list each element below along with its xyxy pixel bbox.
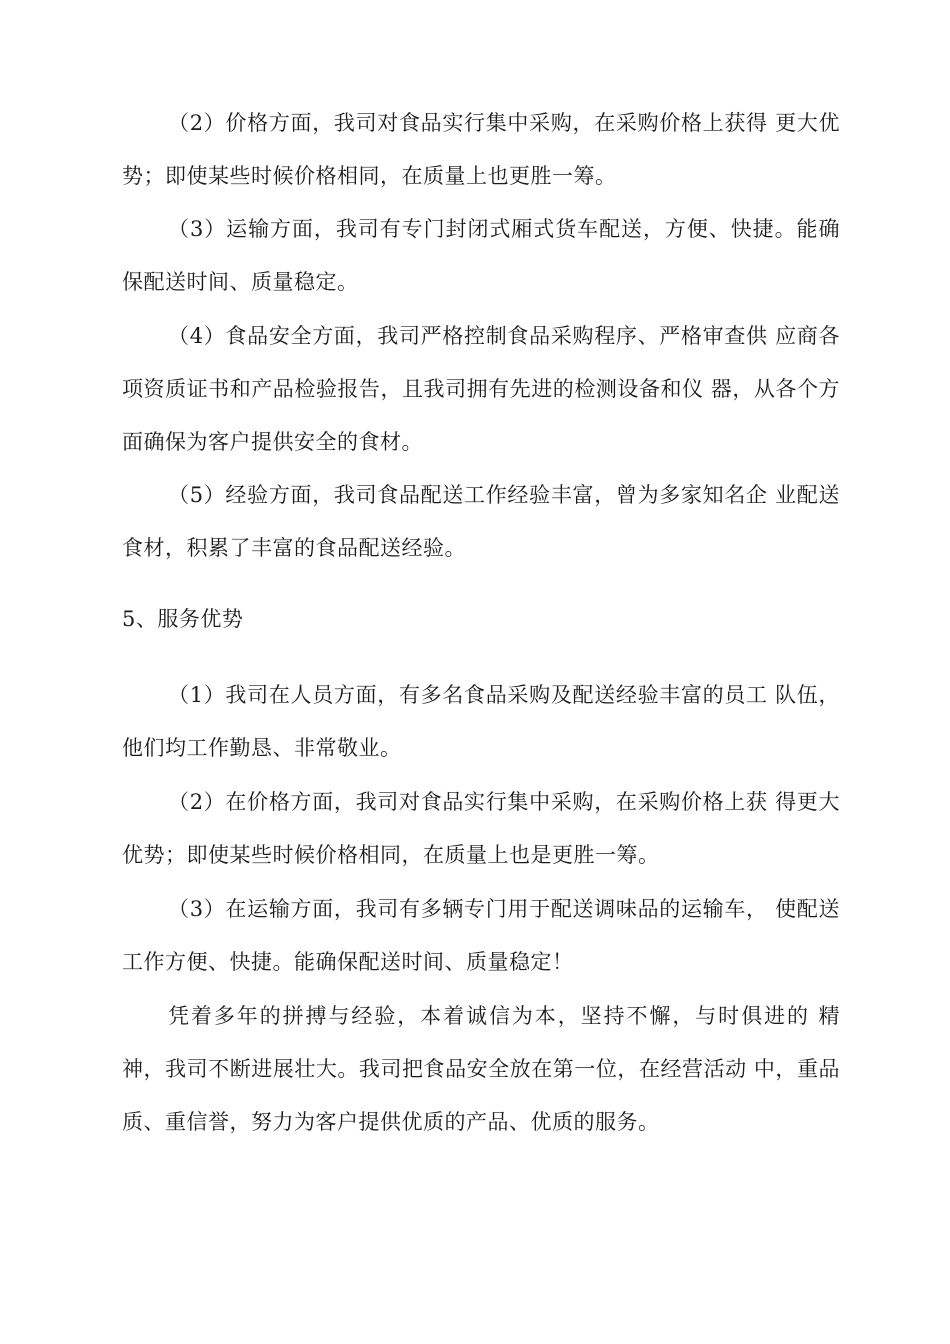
section-heading-service-advantage: 5、服务优势	[122, 607, 244, 631]
paragraph-closing: 凭着多年的拼搏与经验，本着诚信为本，坚持不懈，与时俱进的 精神，我司不断进展壮大。我司把食品安全放在第一位，在经营活动 中，重品质、重信誉，努力为客户提供优质的产品、优质的服务。	[122, 1004, 840, 1134]
paragraph-pricing: （2）在价格方面，我司对食品实行集中采购，在采购价格上获 得更大优势；即使某些时候价格相同，在质量上也是更胜一筹。	[122, 790, 840, 867]
paragraph-transport-vehicles: （3）在运输方面，我司有多辆专门用于配送调味品的运输车， 使配送工作方便、快捷。能确保配送时间、质量稳定！	[122, 897, 840, 974]
paragraph-transport-advantage: （3）运输方面，我司有专门封闭式厢式货车配送，方便、快捷。能确保配送时间、质量稳定。	[122, 217, 840, 294]
paragraph-food-safety: （4）食品安全方面，我司严格控制食品采购程序、严格审查供 应商各项资质证书和产品检验报告，且我司拥有先进的检测设备和仪 器，从各个方面确保为客户提供安全的食材。	[122, 324, 840, 454]
paragraph-price-advantage: （2）价格方面，我司对食品实行集中采购，在采购价格上获得 更大优势；即使某些时候价格相同，在质量上也更胜一筹。	[122, 111, 840, 188]
paragraph-staff: （1）我司在人员方面，有多名食品采购及配送经验丰富的员工 队伍，他们均工作勤恳、非常敬业。	[122, 683, 840, 760]
paragraph-experience: （5）经验方面，我司食品配送工作经验丰富，曾为多家知名企 业配送食材，积累了丰富的食品配送经验。	[122, 483, 840, 560]
